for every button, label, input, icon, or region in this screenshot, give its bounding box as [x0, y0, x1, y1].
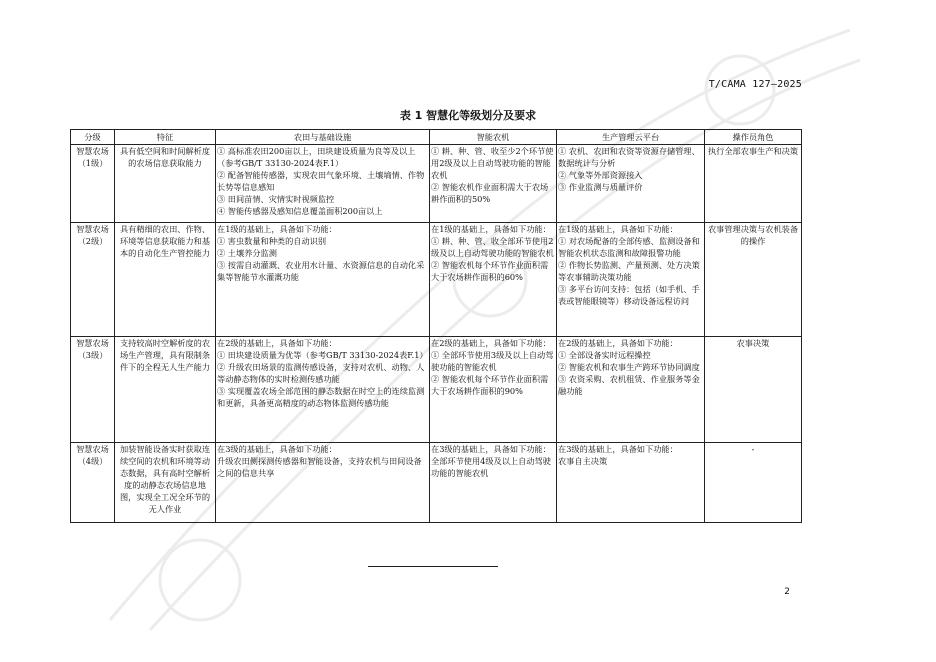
farmland-cell	[216, 145, 430, 223]
role-cell: -	[705, 443, 802, 523]
machinery-cell-line: 在2级的基础上，具备如下功能：	[431, 338, 551, 348]
farmland-cell-line: 升级农田侧探测传感器和智能设备，支持农机与田间设备之间的信息共享	[217, 456, 422, 478]
machinery-cell-line: ② 智能农机作业面积需大于农场耕作面积的50%	[431, 182, 549, 204]
platform-cell-line: ③ 作业监测与质量评价	[558, 182, 643, 192]
role-cell: 农事管理决策与农机装备的操作	[705, 223, 802, 337]
column-header-role: 操作员角色	[705, 130, 802, 145]
farmland-cell-line: ① 田块建设质量为优等（参考GB/T 33130-2024表F.1）	[217, 350, 428, 360]
farmland-cell-line: ② 配备智能传感器，实现农田气象环境、土壤墒情、作物长势等信息感知	[217, 170, 425, 192]
farmland-cell-line: ③ 田间苗情、灾情实时视频监控	[217, 194, 335, 204]
platform-cell-line: ③ 农资采购、农机租赁、作业服务等金融功能	[558, 374, 700, 396]
level-cell: 智慧农场（2级）	[71, 223, 115, 337]
platform-cell	[557, 337, 705, 443]
farmland-cell-line: ③ 按需自动灌溉、农业用水计量、水资源信息的自动化采集等智能节水灌溉功能	[217, 260, 425, 282]
feature-cell: 支持较高时空解析度的农场生产管理，具有限制条件下的全程无人生产能力	[115, 337, 216, 443]
farmland-cell-line: ② 升级农田场景的监测传感设备，支持对农机、动物、人等动静态物体的实时检测传感功能	[217, 362, 425, 384]
machinery-cell	[430, 337, 557, 443]
platform-cell-line: ① 全部设备实时远程操控	[558, 350, 651, 360]
column-header-feature: 特征	[115, 130, 216, 145]
footnote-rule	[368, 566, 498, 567]
platform-cell-line: 在1级的基础上，具备如下功能：	[558, 224, 678, 234]
farmland-cell	[216, 443, 430, 523]
platform-cell	[557, 223, 705, 337]
feature-cell: 具有低空间和时间解析度的农场信息获取能力	[115, 145, 216, 223]
platform-cell-line: ② 智能农机和农事生产跨环节协同调度	[558, 362, 700, 372]
column-header-machinery: 智能农机	[430, 130, 557, 145]
platform-cell-line: 在3级的基础上，具备如下功能：	[558, 444, 678, 454]
platform-cell-line: ① 农机、农田和农资等资源存储管理、数据统计与分析	[558, 146, 700, 168]
column-header-platform: 生产管理云平台	[557, 130, 705, 145]
level-cell: 智慧农场（4级）	[71, 443, 115, 523]
table-row	[71, 443, 802, 523]
role-cell: 执行全部农事生产和决策	[705, 145, 802, 223]
platform-cell-line: ③ 多平台访问支持：包括（如手机、手表或智能眼镜等）移动设备远程访问	[558, 284, 700, 306]
machinery-cell-line: ② 智能农机每个环节作业面积需大于农场耕作面积的60%	[431, 260, 549, 282]
farmland-cell	[216, 337, 430, 443]
machinery-cell-line: ② 智能农机每个环节作业面积需大于农场耕作面积的90%	[431, 374, 549, 396]
platform-cell-line: ② 气象等外部资源接入	[558, 170, 643, 180]
table-body	[71, 145, 802, 523]
machinery-cell	[430, 145, 557, 223]
role-cell: 农事决策	[705, 337, 802, 443]
farmland-cell-line: ③ 实现覆盖农场全部范围的静态数据在时空上的连续监测和更新，具备更高精度的动态物体监测传感功能	[217, 386, 425, 408]
platform-cell	[557, 443, 705, 523]
machinery-cell-line: 全部环节使用4级及以上自动驾驶功能的智能农机	[431, 456, 551, 478]
farmland-cell-line: 在3级的基础上，具备如下功能：	[217, 444, 337, 454]
table-title: 表 1 智慧化等级划分及要求	[399, 109, 537, 122]
farmland-cell-line: ④ 智能传感器及感知信息覆盖面积200亩以上	[217, 206, 383, 216]
table-row	[71, 223, 802, 337]
platform-cell	[557, 145, 705, 223]
machinery-cell	[430, 223, 557, 337]
machinery-cell-line: ① 耕、种、管、收至少2个环节使用2级及以上自动驾驶功能的智能农机	[431, 146, 554, 180]
farmland-cell-line: 在2级的基础上，具备如下功能：	[217, 338, 337, 348]
platform-cell-line: 农事自主决策	[558, 456, 608, 466]
machinery-cell-line: 在3级的基础上，具备如下功能：	[431, 444, 551, 454]
platform-cell-line: ① 对农场配备的全部传感、监测设备和智能农机状态监测和故障报警功能	[558, 236, 700, 258]
table-row	[71, 145, 802, 223]
column-header-farmland: 农田与基础设施	[216, 130, 430, 145]
grade-table	[70, 129, 802, 523]
page-number: 2	[784, 587, 790, 597]
table-header-row	[71, 130, 802, 145]
machinery-cell-line: 在1级的基础上，具备如下功能：	[431, 224, 551, 234]
standard-code: T/CAMA 127—2025	[708, 79, 802, 90]
farmland-cell-line: 在1级的基础上，具备如下功能：	[217, 224, 337, 234]
level-cell: 智慧农场（1级）	[71, 145, 115, 223]
machinery-cell-line: ① 耕、种、管、收全部环节使用2级及以上自动驾驶功能的智能农机	[431, 236, 554, 258]
farmland-cell-line: ① 害虫数量和种类的自动识别	[217, 236, 327, 246]
column-header-level: 分级	[71, 130, 115, 145]
machinery-cell	[430, 443, 557, 523]
platform-cell-line: 在2级的基础上，具备如下功能：	[558, 338, 678, 348]
farmland-cell-line: ① 高标准农田200亩以上，田块建设质量为良等及以上（参考GB/T 33130-2024表F.1）	[217, 146, 416, 168]
machinery-cell-line: ① 全部环节使用3级及以上自动驾驶功能的智能农机	[431, 350, 554, 372]
feature-cell: 具有精细的农田、作物、环境等信息获取能力和基本的自动化生产管控能力	[115, 223, 216, 337]
table-row	[71, 337, 802, 443]
farmland-cell-line: ② 土壤养分监测	[217, 248, 277, 258]
farmland-cell	[216, 223, 430, 337]
feature-cell: 加装智能设备实时获取连续空间的农机和环境等动态数据，具有高时空解析度的动静态农场信息地图，实现全工况全环节的无人作业	[115, 443, 216, 523]
platform-cell-line: ② 作物长势监测、产量预测、处方决策等农事辅助决策功能	[558, 260, 700, 282]
level-cell: 智慧农场（3级）	[71, 337, 115, 443]
